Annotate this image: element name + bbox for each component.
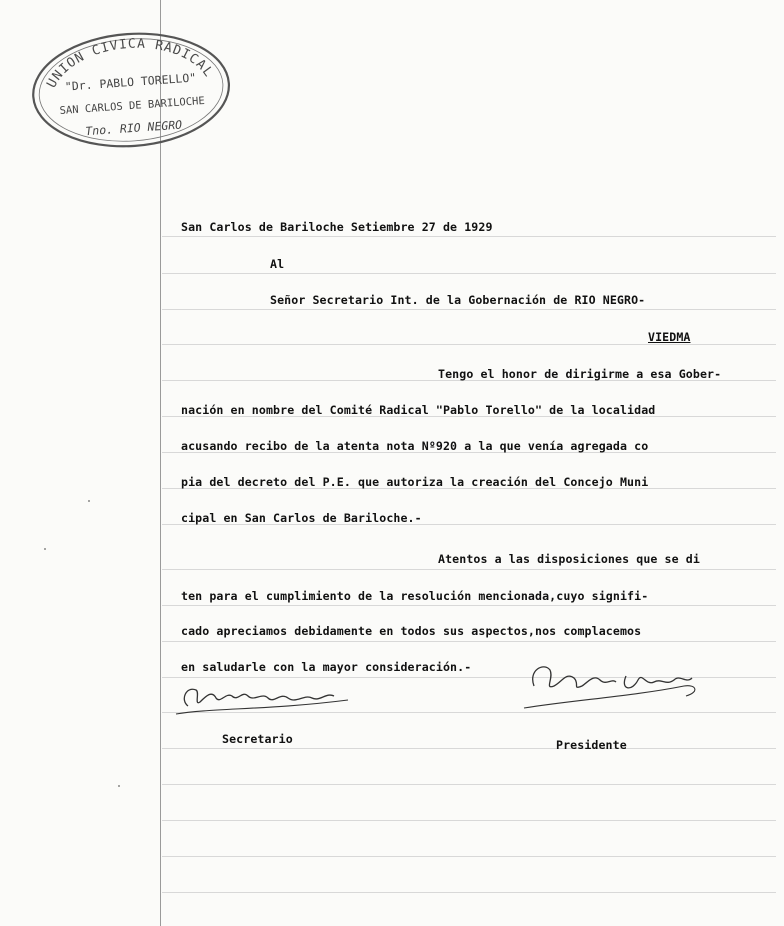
- body-line: nación en nombre del Comité Radical "Pablo Torello" de la localidad: [181, 403, 656, 417]
- body-line: Atentos a las disposiciones que se di: [438, 552, 700, 566]
- ruled-line: [162, 344, 776, 345]
- body-line: cado apreciamos debidamente en todos sus aspectos,nos complacemos: [181, 624, 642, 638]
- scan-speck: [88, 500, 90, 502]
- ruled-line: [162, 892, 776, 893]
- scan-speck: [44, 548, 46, 550]
- body-line: en saludarle con la mayor consideración.-: [181, 660, 472, 674]
- svg-text:Tno. RIO NEGRO: Tno. RIO NEGRO: [84, 117, 183, 139]
- svg-text:SAN CARLOS DE BARILOCHE: SAN CARLOS DE BARILOCHE: [59, 94, 206, 118]
- ruled-line: [162, 748, 776, 749]
- svg-text:"Dr. PABLO TORELLO": "Dr. PABLO TORELLO": [64, 70, 197, 94]
- secretary-signature: [170, 678, 360, 723]
- organization-stamp: [26, 21, 236, 157]
- addressee: Señor Secretario Int. de la Gobernación de RIO NEGRO-: [270, 293, 646, 307]
- ruled-line: [162, 605, 776, 606]
- ruled-line: [162, 641, 776, 642]
- ruled-line: [162, 784, 776, 785]
- scan-speck: [118, 785, 120, 787]
- ruled-line: [162, 273, 776, 274]
- body-line: acusando recibo de la atenta nota Nº920 a la que venía agregada co: [181, 439, 649, 453]
- president-label: Presidente: [556, 738, 627, 752]
- body-line: ten para el cumplimiento de la resolución mencionada,cuyo signifi-: [181, 589, 649, 603]
- ruled-line: [162, 856, 776, 857]
- ruled-line: [162, 236, 776, 237]
- svg-text:UNION CIVICA RADICAL: UNION CIVICA RADICAL: [44, 36, 217, 91]
- body-line: pia del decreto del P.E. que autoriza la creación del Concejo Muni: [181, 475, 649, 489]
- salutation-to: Al: [270, 257, 285, 271]
- addressee-city: VIEDMA: [648, 330, 691, 344]
- secretary-label: Secretario: [222, 732, 293, 746]
- ruled-line: [162, 569, 776, 570]
- place-date: San Carlos de Bariloche Setiembre 27 de 1929: [181, 220, 493, 234]
- body-line: Tengo el honor de dirigirme a esa Gober-: [438, 367, 722, 381]
- president-signature: [514, 656, 714, 721]
- body-line: cipal en San Carlos de Bariloche.-: [181, 511, 422, 525]
- ruled-line: [162, 309, 776, 310]
- ruled-line: [162, 820, 776, 821]
